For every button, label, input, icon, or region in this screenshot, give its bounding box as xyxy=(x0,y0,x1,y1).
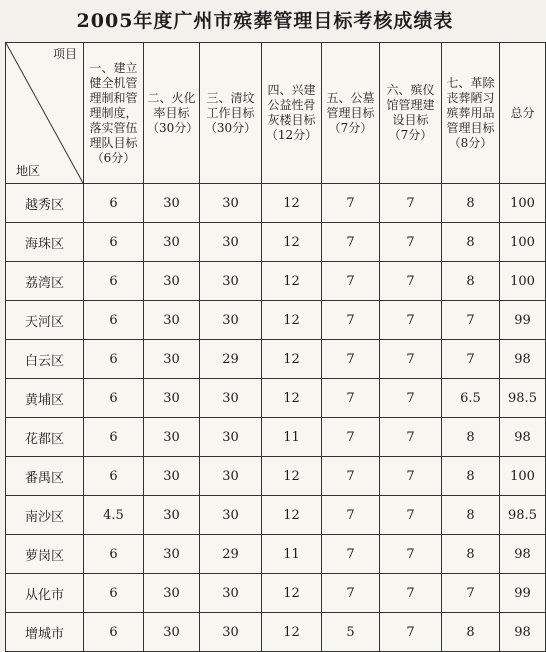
header-cell: 总分 xyxy=(500,43,546,184)
score-cell: 30 xyxy=(200,613,262,652)
total-score-cell: 98 xyxy=(500,418,546,457)
score-cell: 8 xyxy=(442,184,500,223)
score-cell: 7 xyxy=(442,574,500,613)
score-cell: 6 xyxy=(84,184,144,223)
total-score-cell: 100 xyxy=(500,457,546,496)
score-cell: 12 xyxy=(262,223,322,262)
region-cell: 荔湾区 xyxy=(6,262,84,301)
score-cell: 7 xyxy=(380,262,442,301)
score-cell: 7 xyxy=(322,379,380,418)
score-cell: 11 xyxy=(262,535,322,574)
score-cell: 12 xyxy=(262,379,322,418)
table-row xyxy=(6,379,546,418)
region-cell: 从化市 xyxy=(6,574,84,613)
score-cell: 7 xyxy=(380,379,442,418)
score-cell: 29 xyxy=(200,340,262,379)
score-cell: 30 xyxy=(144,340,200,379)
region-cell: 萝岗区 xyxy=(6,535,84,574)
table-row xyxy=(6,613,546,652)
table-row xyxy=(6,301,546,340)
table-row xyxy=(6,262,546,301)
score-cell: 7 xyxy=(322,496,380,535)
score-cell: 5 xyxy=(322,613,380,652)
table-row xyxy=(6,574,546,613)
region-cell: 番禺区 xyxy=(6,457,84,496)
score-cell: 30 xyxy=(144,223,200,262)
score-cell: 11 xyxy=(262,418,322,457)
total-score-cell: 98.5 xyxy=(500,496,546,535)
header-row xyxy=(6,43,546,184)
table-row xyxy=(6,535,546,574)
header-cell: 四、兴建公益性骨灰楼目标（12分） xyxy=(262,43,322,184)
score-cell: 7 xyxy=(322,574,380,613)
table-row xyxy=(6,496,546,535)
total-score-cell: 100 xyxy=(500,184,546,223)
score-cell: 30 xyxy=(200,379,262,418)
score-cell: 8 xyxy=(442,457,500,496)
score-cell: 30 xyxy=(144,574,200,613)
score-cell: 7 xyxy=(322,457,380,496)
score-cell: 6 xyxy=(84,535,144,574)
score-cell: 30 xyxy=(144,496,200,535)
score-cell: 6 xyxy=(84,340,144,379)
table-title: 2005年度广州市殡葬管理目标考核成绩表 xyxy=(76,10,454,32)
score-cell: 7 xyxy=(380,340,442,379)
score-cell: 7 xyxy=(322,535,380,574)
table-row xyxy=(6,223,546,262)
region-cell: 天河区 xyxy=(6,301,84,340)
table-row xyxy=(6,340,546,379)
total-score-cell: 98.5 xyxy=(500,379,546,418)
score-cell: 7 xyxy=(442,301,500,340)
score-cell: 12 xyxy=(262,262,322,301)
score-cell: 12 xyxy=(262,301,322,340)
score-cell: 6 xyxy=(84,379,144,418)
score-cell: 30 xyxy=(200,418,262,457)
score-cell: 7 xyxy=(380,574,442,613)
header-cell: 六、殡仪馆管理建设目标（7分） xyxy=(380,43,442,184)
header-cell: 一、建立健全机管理制和管理制度，落实管伍理队目标（6分） xyxy=(84,43,144,184)
total-score-cell: 100 xyxy=(500,223,546,262)
score-cell: 7 xyxy=(380,184,442,223)
region-cell: 白云区 xyxy=(6,340,84,379)
score-cell: 30 xyxy=(144,184,200,223)
score-cell: 6 xyxy=(84,223,144,262)
score-cell: 7 xyxy=(380,613,442,652)
region-cell: 黄埔区 xyxy=(6,379,84,418)
score-cell: 8 xyxy=(442,535,500,574)
score-cell: 7 xyxy=(442,340,500,379)
region-cell: 南沙区 xyxy=(6,496,84,535)
score-cell: 7 xyxy=(380,301,442,340)
table-row xyxy=(6,457,546,496)
score-cell: 7 xyxy=(322,418,380,457)
score-cell: 4.5 xyxy=(84,496,144,535)
score-cell: 12 xyxy=(262,340,322,379)
total-score-cell: 99 xyxy=(500,574,546,613)
header-cell: 三、清坟工作目标（30分） xyxy=(200,43,262,184)
score-cell: 30 xyxy=(200,301,262,340)
score-cell: 7 xyxy=(380,535,442,574)
score-cell: 7 xyxy=(380,418,442,457)
total-score-cell: 98 xyxy=(500,340,546,379)
score-cell: 6 xyxy=(84,262,144,301)
score-cell: 30 xyxy=(200,574,262,613)
score-cell: 6 xyxy=(84,418,144,457)
diagonal-line xyxy=(6,43,83,183)
region-cell: 越秀区 xyxy=(6,184,84,223)
score-cell: 7 xyxy=(380,223,442,262)
score-cell: 12 xyxy=(262,496,322,535)
score-cell: 8 xyxy=(442,223,500,262)
header-cell: 七、革除丧葬陋习殡葬用品管理目标（8分） xyxy=(442,43,500,184)
score-cell: 7 xyxy=(380,457,442,496)
score-cell: 6.5 xyxy=(442,379,500,418)
header-cell: 五、公墓管理目标（7分） xyxy=(322,43,380,184)
score-cell: 12 xyxy=(262,613,322,652)
score-cell: 8 xyxy=(442,418,500,457)
total-score-cell: 98 xyxy=(500,535,546,574)
header-cell: 二、火化率目标（30分） xyxy=(144,43,200,184)
score-cell: 12 xyxy=(262,184,322,223)
table-row xyxy=(6,418,546,457)
table-body xyxy=(6,184,546,652)
score-cell: 6 xyxy=(84,574,144,613)
table-row xyxy=(6,184,546,223)
score-cell: 30 xyxy=(144,535,200,574)
corner-label-region: 地区 xyxy=(16,164,41,178)
total-score-cell: 100 xyxy=(500,262,546,301)
region-cell: 增城市 xyxy=(6,613,84,652)
score-cell: 7 xyxy=(322,223,380,262)
region-cell: 海珠区 xyxy=(6,223,84,262)
score-cell: 7 xyxy=(380,496,442,535)
total-score-cell: 98 xyxy=(500,613,546,652)
score-cell: 30 xyxy=(200,262,262,301)
score-cell: 30 xyxy=(200,496,262,535)
score-cell: 30 xyxy=(144,418,200,457)
score-cell: 8 xyxy=(442,613,500,652)
region-cell: 花都区 xyxy=(6,418,84,457)
score-cell: 6 xyxy=(84,457,144,496)
score-cell: 7 xyxy=(322,184,380,223)
score-cell: 6 xyxy=(84,301,144,340)
score-cell: 30 xyxy=(144,613,200,652)
score-cell: 30 xyxy=(144,301,200,340)
score-cell: 29 xyxy=(200,535,262,574)
score-cell: 7 xyxy=(322,262,380,301)
score-cell: 7 xyxy=(322,340,380,379)
corner-header xyxy=(6,43,84,184)
score-cell: 12 xyxy=(262,574,322,613)
score-cell: 30 xyxy=(144,262,200,301)
score-cell: 30 xyxy=(200,223,262,262)
score-cell: 30 xyxy=(144,379,200,418)
corner-label-item: 项目 xyxy=(52,47,77,61)
score-cell: 7 xyxy=(322,301,380,340)
score-cell: 6 xyxy=(84,613,144,652)
score-cell: 8 xyxy=(442,496,500,535)
score-cell: 8 xyxy=(442,262,500,301)
score-cell: 30 xyxy=(200,457,262,496)
score-table xyxy=(5,42,546,652)
score-cell: 30 xyxy=(200,184,262,223)
score-cell: 30 xyxy=(144,457,200,496)
total-score-cell: 99 xyxy=(500,301,546,340)
score-cell: 12 xyxy=(262,457,322,496)
